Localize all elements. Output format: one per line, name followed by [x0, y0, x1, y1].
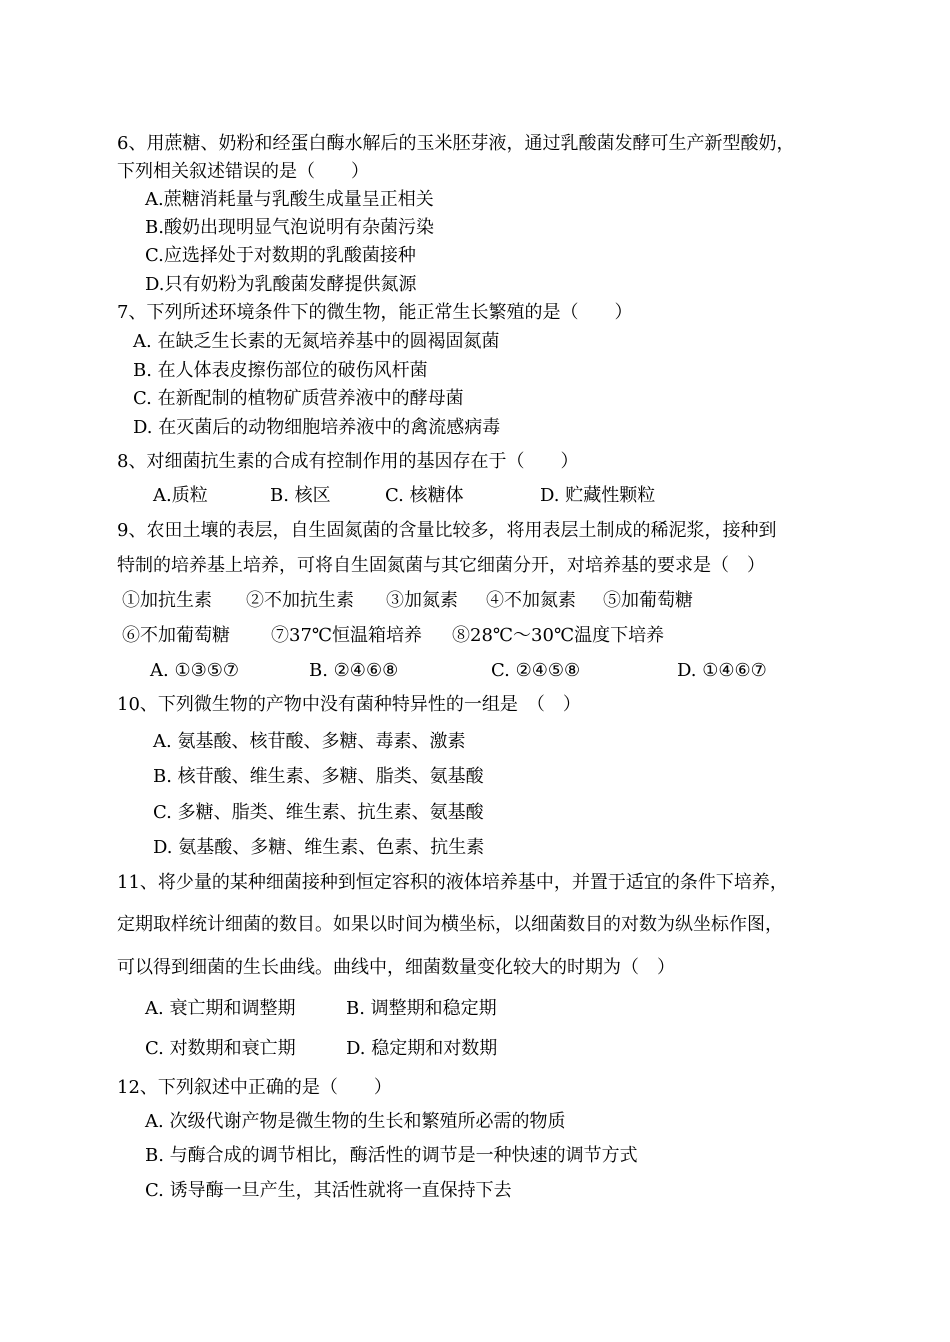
q12-option-c: C. 诱导酶一旦产生，其活性就将一直保持下去: [145, 1180, 512, 1201]
q11-option-b: B. 调整期和稳定期: [346, 998, 497, 1019]
q11-stem-line-1: 11、将少量的某种细菌接种到恒定容积的液体培养基中，并置于适宜的条件下培养，: [117, 872, 788, 893]
q6-option-b: B.酸奶出现明显气泡说明有杂菌污染: [145, 217, 434, 238]
q7-option-b: B. 在人体表皮擦伤部位的破伤风杆菌: [133, 360, 428, 381]
q12-stem: 12、下列叙述中正确的是（ ）: [117, 1077, 392, 1098]
q9-condition-2: ②不加抗生素: [246, 590, 354, 611]
q9-stem-line-1: 9、农田土壤的表层，自生固氮菌的含量比较多，将用表层土制成的稀泥浆，接种到: [117, 520, 777, 541]
q9-condition-3: ③加氮素: [386, 590, 458, 611]
q10-option-c: C. 多糖、脂类、维生素、抗生素、氨基酸: [153, 802, 484, 823]
q6-stem-line-1: 6、用蔗糖、奶粉和经蛋白酶水解后的玉米胚芽液，通过乳酸菌发酵可生产新型酸奶，: [117, 133, 795, 154]
q7-stem: 7、下列所述环境条件下的微生物，能正常生长繁殖的是（ ）: [117, 302, 633, 323]
q6-option-a: A.蔗糖消耗量与乳酸生成量呈正相关: [145, 189, 434, 210]
q8-option-a: A.质粒: [153, 485, 208, 506]
q9-option-a: A. ①③⑤⑦: [150, 660, 239, 681]
q8-option-d: D. 贮藏性颗粒: [540, 485, 656, 506]
q6-option-c: C.应选择处于对数期的乳酸菌接种: [145, 245, 416, 266]
q10-stem: 10、下列微生物的产物中没有菌种特异性的一组是 （ ）: [117, 694, 581, 715]
q10-option-a: A. 氨基酸、核苷酸、多糖、毒素、激素: [153, 731, 466, 752]
q10-option-d: D. 氨基酸、多糖、维生素、色素、抗生素: [153, 837, 485, 858]
q11-option-c: C. 对数期和衰亡期: [145, 1038, 296, 1059]
q10-option-b: B. 核苷酸、维生素、多糖、脂类、氨基酸: [153, 766, 484, 787]
q8-stem: 8、对细菌抗生素的合成有控制作用的基因存在于（ ）: [117, 451, 579, 472]
q8-option-b: B. 核区: [270, 485, 331, 506]
q7-option-c: C. 在新配制的植物矿质营养液中的酵母菌: [133, 388, 464, 409]
q8-option-c: C. 核糖体: [385, 485, 464, 506]
q11-option-d: D. 稳定期和对数期: [346, 1038, 498, 1059]
q9-condition-6: ⑥不加葡萄糖: [122, 625, 230, 646]
q9-condition-1: ①加抗生素: [122, 590, 212, 611]
q9-option-b: B. ②④⑥⑧: [309, 660, 399, 681]
q9-option-c: C. ②④⑤⑧: [491, 660, 581, 681]
q11-option-a: A. 衰亡期和调整期: [145, 998, 296, 1019]
q12-option-b: B. 与酶合成的调节相比，酶活性的调节是一种快速的调节方式: [145, 1145, 638, 1166]
q7-option-a: A. 在缺乏生长素的无氮培养基中的圆褐固氮菌: [133, 331, 500, 352]
q9-condition-7: ⑦37℃恒温箱培养: [271, 625, 423, 646]
q9-condition-5: ⑤加葡萄糖: [603, 590, 693, 611]
q11-stem-line-3: 可以得到细菌的生长曲线。曲线中，细菌数量变化较大的时期为（ ）: [117, 957, 675, 978]
q9-condition-4: ④不加氮素: [486, 590, 576, 611]
q9-stem-line-2: 特制的培养基上培养，可将自生固氮菌与其它细菌分开，对培养基的要求是（ ）: [117, 555, 765, 576]
q9-option-d: D. ①④⑥⑦: [677, 660, 767, 681]
q6-stem-line-2: 下列相关叙述错误的是（ ）: [117, 161, 369, 182]
q7-option-d: D. 在灭菌后的动物细胞培养液中的禽流感病毒: [133, 417, 501, 438]
q11-stem-line-2: 定期取样统计细菌的数目。如果以时间为横坐标，以细菌数目的对数为纵坐标作图，: [117, 914, 783, 935]
q12-option-a: A. 次级代谢产物是微生物的生长和繁殖所必需的物质: [145, 1111, 566, 1132]
q9-condition-8: ⑧28℃～30℃温度下培养: [452, 625, 665, 646]
q6-option-d: D.只有奶粉为乳酸菌发酵提供氮源: [145, 274, 417, 295]
